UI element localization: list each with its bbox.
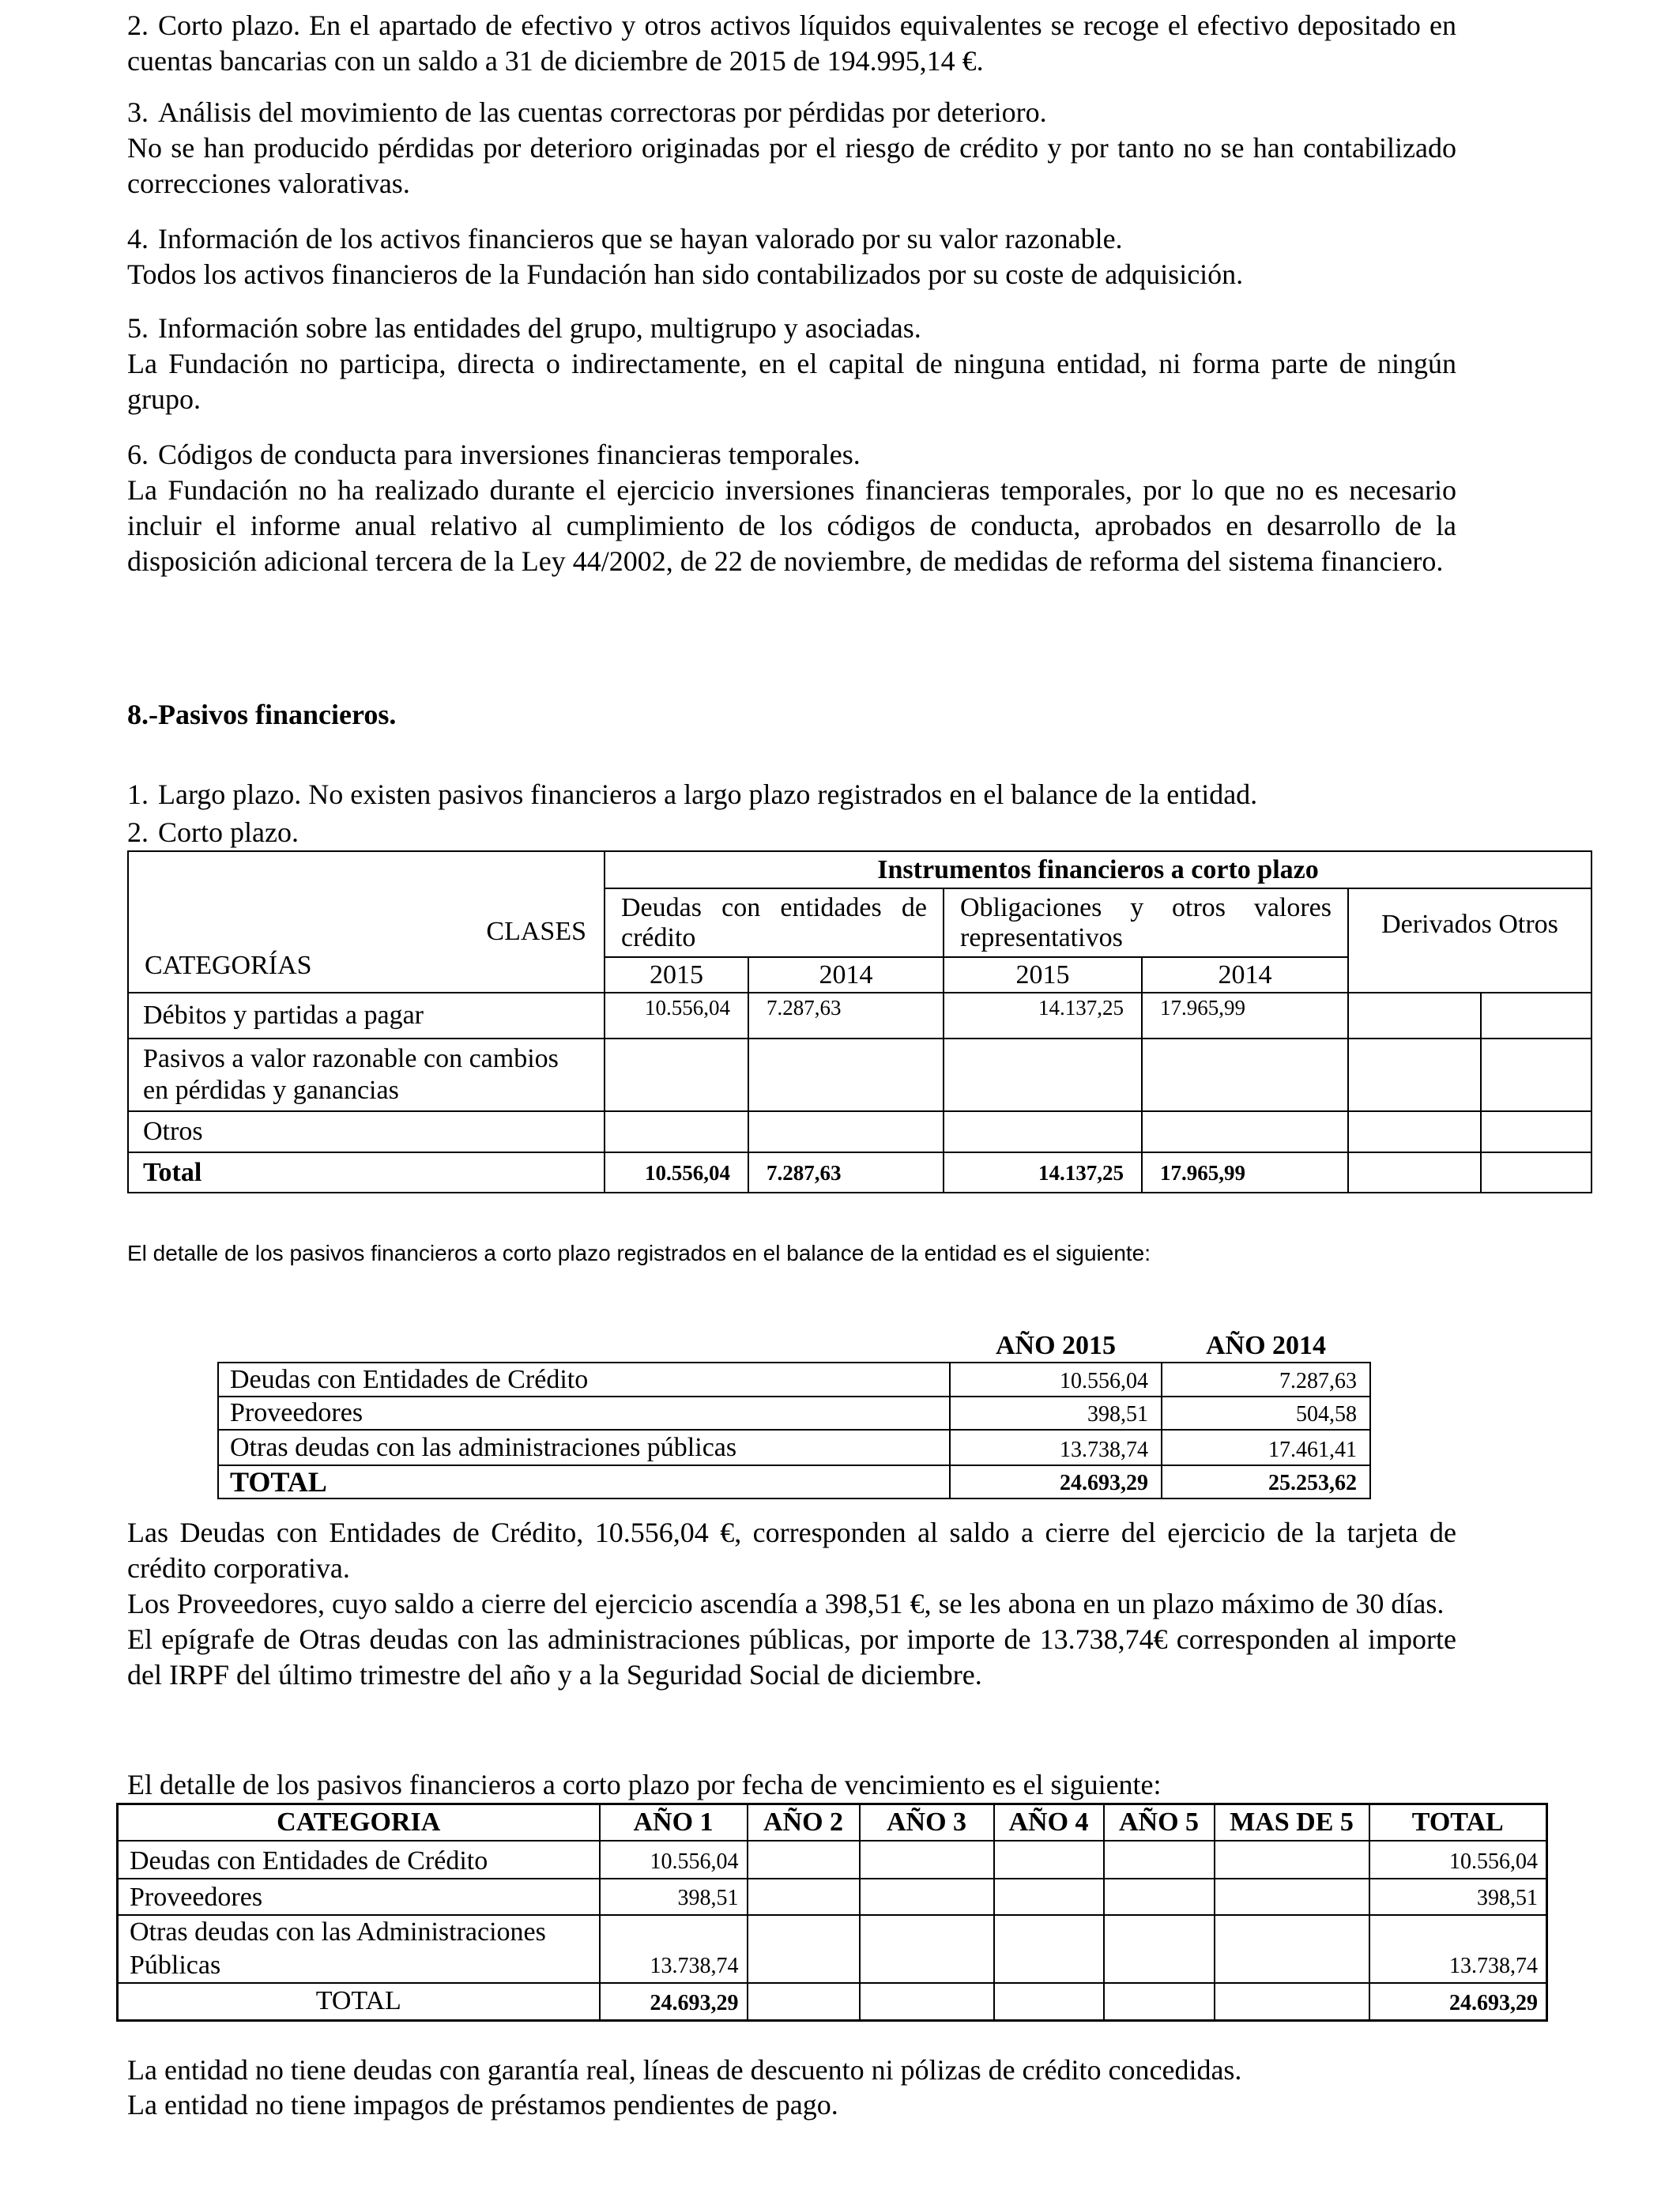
row-label: Débitos y partidas a pagar [128,993,605,1039]
table-cell [944,1039,1142,1111]
table-cell [1215,1915,1369,1983]
table-row [218,1363,1370,1397]
table-cell [944,1111,1142,1152]
column-header: AÑO 2015 [995,1331,1117,1360]
table-row [128,1039,1591,1111]
item-number: 2. [127,9,149,41]
year-header: 2015 [605,957,748,993]
item-number: 1. [127,778,149,810]
note-paragraph: Las Deudas con Entidades de Crédito, 10.556,04 €, corresponden al saldo a cierre del ejercicio de la tarjeta de crédito corporativa. [127,1517,1456,1584]
table-cell: 10.556,04 [605,1152,748,1193]
item-title-text: Información sobre las entidades del grupo, multigrupo y asociadas. [158,312,921,344]
year-header: 2014 [748,957,944,993]
table-header-row [118,1804,1547,1841]
table-cell [1481,1111,1591,1152]
column-header: AÑO 2014 [1205,1331,1327,1360]
table-cell [1348,1039,1481,1111]
table-cell [1481,993,1591,1039]
table-cell [748,1039,944,1111]
detail-intro: El detalle de los pasivos financieros a corto plazo registrados en el balance de la entidad es el siguiente: [127,1241,1151,1265]
item-3 [127,95,1456,202]
classes-label: CLASES [486,917,586,946]
row-label: Total [128,1152,605,1193]
table-cell [1104,1915,1215,1983]
column-header: CATEGORIA [118,1804,600,1841]
year-header: 2015 [944,957,1142,993]
table-cell [605,1039,748,1111]
table-cell [860,1879,994,1915]
table-cell: 10.556,04 [600,1841,748,1879]
table-cell: 14.137,25 [944,1152,1142,1193]
table-cell [1104,1983,1215,2021]
section-item [127,813,1456,851]
item-2 [127,8,1456,79]
table-row [118,1915,1547,1983]
table-row [128,1111,1591,1152]
corner-box [129,852,604,990]
total-row [118,1983,1547,2021]
total-row [128,1152,1591,1193]
year-header: 2014 [1142,957,1348,993]
item-title [127,95,1456,130]
column-header: AÑO 1 [600,1804,748,1841]
table-cell [748,1879,860,1915]
item-number: 6. [127,439,149,470]
item-title [127,311,1456,346]
table-row [118,1879,1547,1915]
table-cell: 13.738,74 [600,1915,748,1983]
table-cell [1104,1841,1215,1879]
table-cell: 17.965,99 [1142,1152,1348,1193]
closing-line: La entidad no tiene impagos de préstamos pendientes de pago. [127,2089,838,2120]
item-paragraph [127,8,1456,79]
table-cell [1215,1983,1369,2021]
table-cell [1348,1111,1481,1152]
table-row [218,1430,1370,1465]
item-number: 3. [127,96,149,128]
row-label: Otras deudas con las Administraciones Públicas [118,1915,600,1983]
item-title [127,437,1456,473]
table-cell: 25.253,62 [1162,1465,1370,1498]
row-label: Deudas con Entidades de Crédito [218,1363,950,1397]
table-cell: 13.738,74 [1369,1915,1547,1983]
item-text: Corto plazo. [158,816,299,848]
table-cell [748,1111,944,1152]
maturity-intro: El detalle de los pasivos financieros a corto plazo por fecha de vencimiento es el siguiente: [127,1769,1162,1800]
class-header: Deudas con entidades de crédito [605,888,944,957]
item-text: Corto plazo. En el apartado de efectivo y otros activos líquidos equivalentes se recoge el efectivo depositado en cuentas bancarias con un saldo a 31 de diciembre de 2015 de 194.995,14 €. [127,9,1456,77]
item-number: 2. [127,816,149,848]
column-header: MAS DE 5 [1215,1804,1369,1841]
table-cell [748,1983,860,2021]
table-cell: 398,51 [950,1397,1162,1430]
table-cell [860,1915,994,1983]
table-cell [1142,1039,1348,1111]
item-title [127,221,1456,257]
closing-line: La entidad no tiene deudas con garantía real, líneas de descuento ni pólizas de crédito concedidas. [127,2054,1242,2086]
table-cell [1215,1879,1369,1915]
table-cell [1481,1152,1591,1193]
table-cell: 24.693,29 [950,1465,1162,1498]
table-cell: 504,58 [1162,1397,1370,1430]
liabilities-detail-table [217,1328,1371,1499]
item-title-text: Códigos de conducta para inversiones financieras temporales. [158,439,861,470]
table-cell: 10.556,04 [605,993,748,1039]
table-cell [994,1915,1104,1983]
empty-header [218,1328,950,1363]
table-cell [748,1841,860,1879]
section-item [127,775,1456,813]
table-cell: 17.461,41 [1162,1430,1370,1465]
column-header: AÑO 4 [994,1804,1104,1841]
note-paragraph: Los Proveedores, cuyo saldo a cierre del ejercicio ascendía a 398,51 €, se les abona en un plazo máximo de 30 días. [127,1588,1445,1619]
table-cell [1481,1039,1591,1111]
maturity-table [116,1803,1548,2022]
note-paragraph: El epígrafe de Otras deudas con las administraciones públicas, por importe de 13.738,74€ corresponden al importe del IRPF del último trimestre del año y a la Seguridad Social de diciembre. [127,1623,1456,1691]
item-number: 4. [127,223,149,254]
table-cell [994,1983,1104,2021]
item-number: 5. [127,312,149,344]
table-header-row [218,1328,1370,1363]
table-cell [1142,1111,1348,1152]
section-heading: 8.-Pasivos financieros. [127,699,397,730]
table-cell: 10.556,04 [950,1363,1162,1397]
section-items [127,775,1456,851]
total-row [218,1465,1370,1498]
item-title-text: Análisis del movimiento de las cuentas correctoras por pérdidas por deterioro. [158,96,1047,128]
row-label: Proveedores [118,1879,600,1915]
table-cell: 14.137,25 [944,993,1142,1039]
table-cell: 13.738,74 [950,1430,1162,1465]
closing-notes [127,2053,1456,2122]
categories-label: CATEGORÍAS [145,951,312,980]
item-text: La Fundación no participa, directa o indirectamente, en el capital de ninguna entidad, ni forma parte de ningún grupo. [127,348,1456,415]
row-label: TOTAL [218,1465,950,1498]
table-row [118,1841,1547,1879]
item-title-text: Información de los activos financieros que se hayan valorado por su valor razonable. [158,223,1123,254]
table-cell: 398,51 [600,1879,748,1915]
table-cell: 398,51 [1369,1879,1547,1915]
item-6 [127,437,1456,579]
table-cell: 7.287,63 [1162,1363,1370,1397]
table-cell [860,1841,994,1879]
table-cell: 7.287,63 [748,993,944,1039]
table-cell [994,1841,1104,1879]
table-cell: 17.965,99 [1142,993,1348,1039]
row-label: Pasivos a valor razonable con cambios en pérdidas y ganancias [128,1039,605,1111]
table-cell: 10.556,04 [1369,1841,1547,1879]
row-label: Proveedores [218,1397,950,1430]
item-5 [127,311,1456,417]
short-term-instruments-table [127,850,1592,1193]
table-row [128,993,1591,1039]
row-label: Otras deudas con las administraciones públicas [218,1430,950,1465]
column-header: AÑO 5 [1104,1804,1215,1841]
table-cell: 7.287,63 [748,1152,944,1193]
item-text: Todos los activos financieros de la Fundación han sido contabilizados por su coste de adquisición. [127,258,1244,290]
group-header: Instrumentos financieros a corto plazo [605,851,1591,888]
table-cell [1348,993,1481,1039]
column-header: TOTAL [1369,1804,1547,1841]
table-cell [1215,1841,1369,1879]
table-cell [748,1915,860,1983]
item-text: Largo plazo. No existen pasivos financieros a largo plazo registrados en el balance de la entidad. [158,778,1258,810]
table-header-row [128,851,1591,888]
table-cell [605,1111,748,1152]
column-header: AÑO 2 [748,1804,860,1841]
row-label: Deudas con Entidades de Crédito [118,1841,600,1879]
notes [127,1515,1456,1693]
item-text: La Fundación no ha realizado durante el ejercicio inversiones financieras temporales, por lo que no es necesario incluir el informe anual relativo al cumplimiento de los códigos de conducta, aprobados en desarrollo de la disposición adicional tercera de la Ley 44/2002, de 22 de noviembre, de medidas de reforma del sistema financiero. [127,474,1456,577]
item-4 [127,221,1456,292]
table-cell [1348,1152,1481,1193]
table-cell [860,1983,994,2021]
row-label: TOTAL [118,1983,600,2021]
item-text: No se han producido pérdidas por deterioro originadas por el riesgo de crédito y por tanto no se han contabilizado correcciones valorativas. [127,132,1456,199]
table-row [218,1397,1370,1430]
table-cell: 24.693,29 [600,1983,748,2021]
row-label: Otros [128,1111,605,1152]
classes-categories-header [128,851,605,993]
table-cell: 24.693,29 [1369,1983,1547,2021]
class-header: Derivados Otros [1348,888,1591,993]
table-cell [1104,1879,1215,1915]
table-cell [994,1879,1104,1915]
class-header: Obligaciones y otros valores representativos [944,888,1348,957]
column-header: AÑO 3 [860,1804,994,1841]
